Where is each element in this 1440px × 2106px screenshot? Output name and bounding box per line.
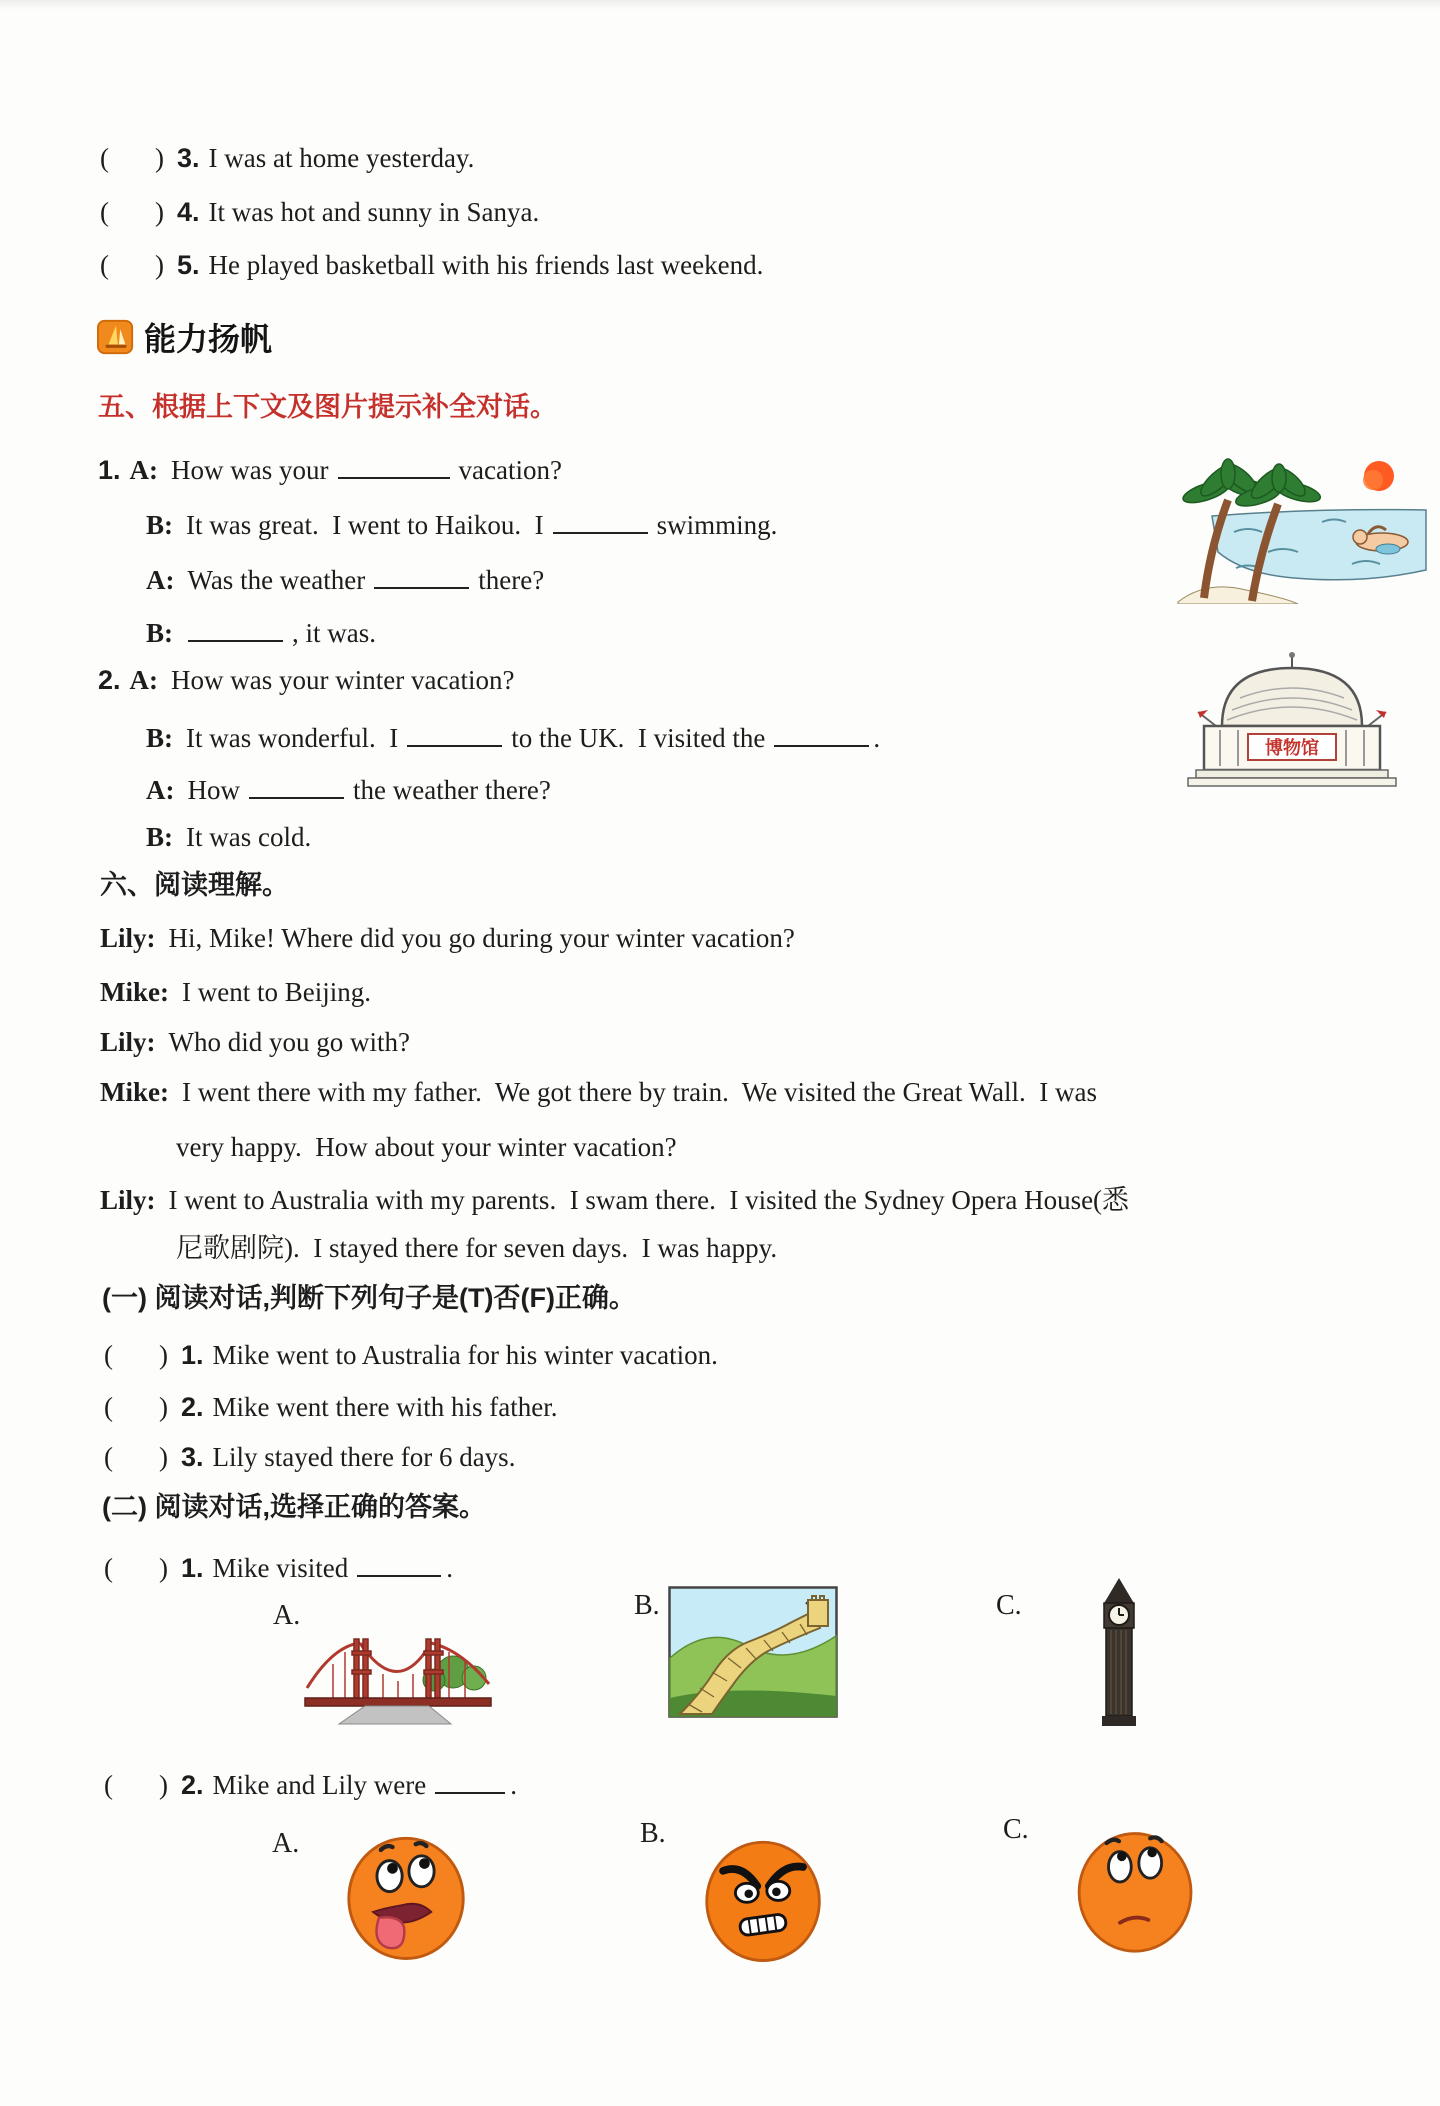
paren-close: )	[155, 143, 164, 173]
line-text: very happy. How about your winter vacation?	[176, 1132, 677, 1162]
speaker-label: A:	[129, 455, 159, 485]
judge-item-3	[100, 141, 474, 175]
sub2-question-2	[104, 1765, 517, 1802]
speaker-label: Lily:	[100, 923, 156, 953]
dialog2-line-3	[146, 770, 551, 807]
fill-blank[interactable]	[407, 718, 502, 747]
q1-option-label-b[interactable]: B.	[634, 1590, 660, 1621]
dialog1-line-3	[146, 560, 544, 597]
line-text: It was great. I went to Haikou. I	[186, 510, 544, 540]
passage-line-cont	[176, 1130, 677, 1164]
section-header-title: 能力扬帆	[144, 321, 273, 357]
passage-line	[100, 1075, 1097, 1109]
q2-option-label-c[interactable]: C.	[1003, 1814, 1029, 1845]
line-text: 尼歌剧院). I stayed there for seven days. I was happy.	[176, 1233, 778, 1263]
paren-open: (	[104, 1340, 113, 1370]
item-number: 2.	[181, 1770, 204, 1800]
great-wall-illustration[interactable]	[668, 1586, 838, 1718]
museum-building-illustration	[1186, 650, 1398, 790]
fill-blank[interactable]	[338, 450, 450, 479]
paren-open: (	[104, 1442, 113, 1472]
speaker-label: B:	[146, 510, 173, 540]
paren-close: )	[159, 1770, 168, 1800]
q1-option-label-c[interactable]: C.	[996, 1590, 1022, 1621]
item-text: Mike went there with his father.	[212, 1392, 558, 1422]
sub1-item-1	[104, 1338, 718, 1372]
suspension-bridge-illustration[interactable]	[303, 1626, 493, 1726]
dialog2-line-1	[98, 663, 514, 697]
orange-sail-badge-icon	[97, 318, 135, 356]
line-text: I went there with my father. We got there by train. We visited the Great Wall. I was	[181, 1077, 1097, 1107]
part6-heading: 六、阅读理解。	[100, 870, 289, 900]
angry-face-illustration[interactable]	[702, 1834, 826, 1964]
fill-blank[interactable]	[435, 1765, 505, 1794]
beach-swimming-illustration	[1176, 452, 1428, 604]
judge-item-5	[100, 248, 763, 282]
passage-line	[100, 921, 795, 955]
speaker-label: Lily:	[100, 1027, 156, 1057]
sub1-item-3	[104, 1440, 515, 1474]
passage-line	[100, 1183, 1129, 1217]
line-text: I went to Australia with my parents. I swam there. I visited the Sydney Opera House(悉	[168, 1185, 1130, 1215]
dialog1-line-2	[146, 505, 777, 542]
fill-blank[interactable]	[249, 770, 344, 799]
line-text: to the UK. I visited the	[511, 723, 766, 753]
fill-blank[interactable]	[374, 560, 469, 589]
paren-close: )	[159, 1392, 168, 1422]
q1-option-label-a[interactable]: A.	[273, 1600, 301, 1631]
line-text: I went to Beijing.	[181, 977, 371, 1007]
line-text: the weather there?	[353, 775, 551, 805]
line-text: It was wonderful. I	[186, 723, 399, 753]
part5-instruction: 五、根据上下文及图片提示补全对话。	[98, 392, 557, 422]
line-text: How	[187, 775, 240, 805]
sub1-item-2	[104, 1390, 557, 1424]
item-text: .	[446, 1553, 454, 1583]
speaker-label: B:	[146, 822, 173, 852]
happy-face-illustration[interactable]	[344, 1830, 470, 1962]
speaker-label: Lily:	[100, 1185, 156, 1215]
item-number: 4.	[177, 197, 200, 227]
paren-open: (	[100, 143, 109, 173]
item-number: 3.	[177, 143, 200, 173]
dialog-number: 1.	[98, 455, 121, 485]
item-number: 3.	[181, 1442, 204, 1472]
fill-blank[interactable]	[553, 505, 648, 534]
line-text: How was your winter vacation?	[171, 665, 515, 695]
dialog2-line-2	[146, 718, 880, 755]
item-text: Lily stayed there for 6 days.	[212, 1442, 516, 1472]
line-text: there?	[478, 565, 545, 595]
fill-blank[interactable]	[188, 613, 283, 642]
museum-sign-text: 博物馆	[1265, 738, 1319, 758]
item-number: 5.	[177, 250, 200, 280]
line-text: Who did you go with?	[168, 1027, 410, 1057]
fill-blank[interactable]	[357, 1548, 441, 1577]
sub1-heading: (一) 阅读对话,判断下列句子是(T)否(F)正确。	[102, 1283, 636, 1313]
paren-open: (	[104, 1553, 113, 1583]
line-text: How was your	[171, 455, 329, 485]
q2-option-label-a[interactable]: A.	[272, 1828, 300, 1859]
line-text: .	[873, 723, 881, 753]
paren-close: )	[159, 1553, 168, 1583]
sub2-question-1	[104, 1548, 453, 1585]
worried-face-illustration[interactable]	[1074, 1826, 1198, 1954]
sub2-heading: (二) 阅读对话,选择正确的答案。	[102, 1492, 486, 1522]
dialog1-line-1	[98, 450, 562, 487]
line-text: Hi, Mike! Where did you go during your winter vacation?	[168, 923, 795, 953]
fill-blank[interactable]	[774, 718, 869, 747]
section-header	[97, 314, 272, 360]
paren-open: (	[104, 1392, 113, 1422]
dialog1-line-4	[146, 613, 376, 650]
speaker-label: A:	[129, 665, 159, 695]
item-text: Mike and Lily were	[212, 1770, 427, 1800]
item-text: It was hot and sunny in Sanya.	[208, 197, 540, 227]
paren-open: (	[104, 1770, 113, 1800]
item-text: Mike went to Australia for his winter vacation.	[212, 1340, 718, 1370]
line-text: vacation?	[458, 455, 562, 485]
dialog2-line-4	[146, 820, 311, 854]
item-text: .	[510, 1770, 517, 1800]
item-text: I was at home yesterday.	[208, 143, 475, 173]
item-number: 1.	[181, 1340, 204, 1370]
speaker-label: B:	[146, 618, 173, 648]
judge-item-4	[100, 195, 539, 229]
paren-close: )	[159, 1442, 168, 1472]
item-number: 2.	[181, 1392, 204, 1422]
speaker-label: Mike:	[100, 977, 169, 1007]
speaker-label: B:	[146, 723, 173, 753]
passage-line	[100, 975, 371, 1009]
passage-line-cont	[176, 1231, 777, 1265]
paren-close: )	[155, 250, 164, 280]
paren-open: (	[100, 250, 109, 280]
line-text: Was the weather	[187, 565, 366, 595]
line-text: swimming.	[656, 510, 778, 540]
dialog-number: 2.	[98, 665, 121, 695]
passage-line	[100, 1025, 410, 1059]
paren-open: (	[100, 197, 109, 227]
item-text: He played basketball with his friends last weekend.	[208, 250, 764, 280]
q2-option-label-b[interactable]: B.	[640, 1818, 666, 1849]
speaker-label: A:	[146, 565, 175, 595]
big-ben-illustration[interactable]	[1096, 1578, 1142, 1728]
item-number: 1.	[181, 1553, 204, 1583]
speaker-label: Mike:	[100, 1077, 169, 1107]
speaker-label: A:	[146, 775, 175, 805]
item-text: Mike visited	[212, 1553, 349, 1583]
paren-close: )	[155, 197, 164, 227]
line-text: , it was.	[292, 618, 376, 648]
paren-close: )	[159, 1340, 168, 1370]
line-text: It was cold.	[186, 822, 312, 852]
